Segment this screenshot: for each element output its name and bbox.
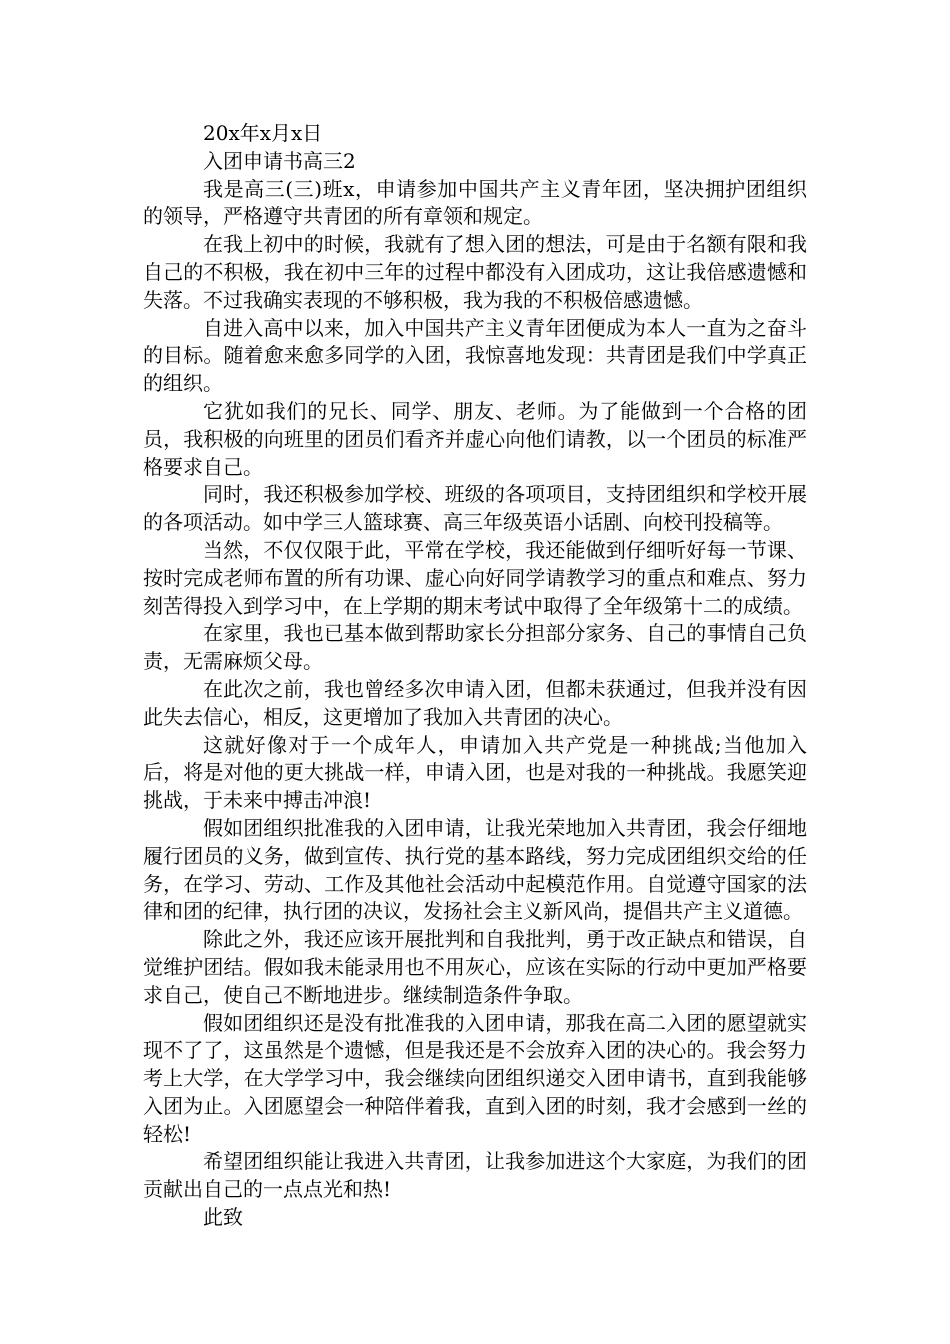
paragraph: 在此次之前，我也曾经多次申请入团，但都未获通过，但我并没有因此失去信心，相反，这更增加了我加入共青团的决心。 [143, 676, 807, 729]
paragraph: 除此之外，我还应该开展批判和自我批判，勇于改正缺点和错误，自觉维护团结。假如我未能录用也不用灰心，应该在实际的行动中更加严格要求自己，使自己不断地进步。继续制造条件争取。 [143, 927, 807, 1007]
document-page [143, 120, 807, 1232]
document-date: 20x年x月x日 [203, 121, 323, 145]
paragraph: 假如团组织批准我的入团申请，让我光荣地加入共青团，我会仔细地履行团员的义务，做到宣传、执行党的基本路线，努力完成团组织交给的任务，在学习、劳动、工作及其他社会活动中起模范作用。自觉遵守国家的法律和团的纪律，执行团的决议，发扬社会主义新风尚，提倡共产主义道德。 [143, 815, 807, 924]
paragraph: 这就好像对于一个成年人，申请加入共产党是一种挑战;当他加入后，将是对他的更大挑战一样，申请入团，也是对我的一种挑战。我愿笑迎挑战，于未来中搏击冲浪! [143, 732, 807, 813]
paragraph: 当然，不仅仅限于此，平常在学校，我还能做到仔细听好每一节课、按时完成老师布置的所有功课、虚心向好同学请教学习的重点和难点、努力刻苦得投入到学习中，在上学期的期末考试中取得了全年级第十二的成绩。 [143, 537, 807, 618]
paragraph: 在我上初中的时候，我就有了想入团的想法，可是由于名额有限和我自己的不积极，我在初中三年的过程中都没有入团成功，这让我倍感遗憾和失落。不过我确实表现的不够积极，我为我的不积极倍感遗憾。 [143, 232, 807, 312]
paragraph: 在家里，我也已基本做到帮助家长分担部分家务、自己的事情自己负责，无需麻烦父母。 [143, 621, 807, 674]
paragraph: 同时，我还积极参加学校、班级的各项项目，支持团组织和学校开展的各项活动。如中学三人篮球赛、高三年级英语小话剧、向校刊投稿等。 [143, 482, 807, 535]
paragraph: 自进入高中以来，加入中国共产主义青年团便成为本人一直为之奋斗的目标。随着愈来愈多同学的入团，我惊喜地发现：共青团是我们中学真正的组织。 [143, 315, 807, 396]
paragraph: 它犹如我们的兄长、同学、朋友、老师。为了能做到一个合格的团员，我积极的向班里的团员们看齐并虚心向他们请教，以一个团员的标准严格要求自己。 [143, 398, 807, 479]
document-title: 入团申请书高三2 [203, 148, 356, 173]
paragraph: 我是高三(三)班x，申请参加中国共产主义青年团，坚决拥护团组织的领导，严格遵守共青团的所有章领和规定。 [143, 176, 807, 229]
paragraph: 希望团组织能让我进入共青团，让我参加进这个大家庭，为我们的团贡献出自己的一点点光和热! [143, 1149, 807, 1202]
paragraph: 假如团组织还是没有批准我的入团申请，那我在高二入团的愿望就实现不了了，这虽然是个遗憾，但是我还是不会放弃入团的决心的。我会努力考上大学，在大学学习中，我会继续向团组织递交入团申请书，直到我能够入团为止。入团愿望会一种陪伴着我，直到入团的时刻，我才会感到一丝的轻松! [143, 1010, 807, 1146]
closing-salutation: 此致 [203, 1205, 243, 1230]
